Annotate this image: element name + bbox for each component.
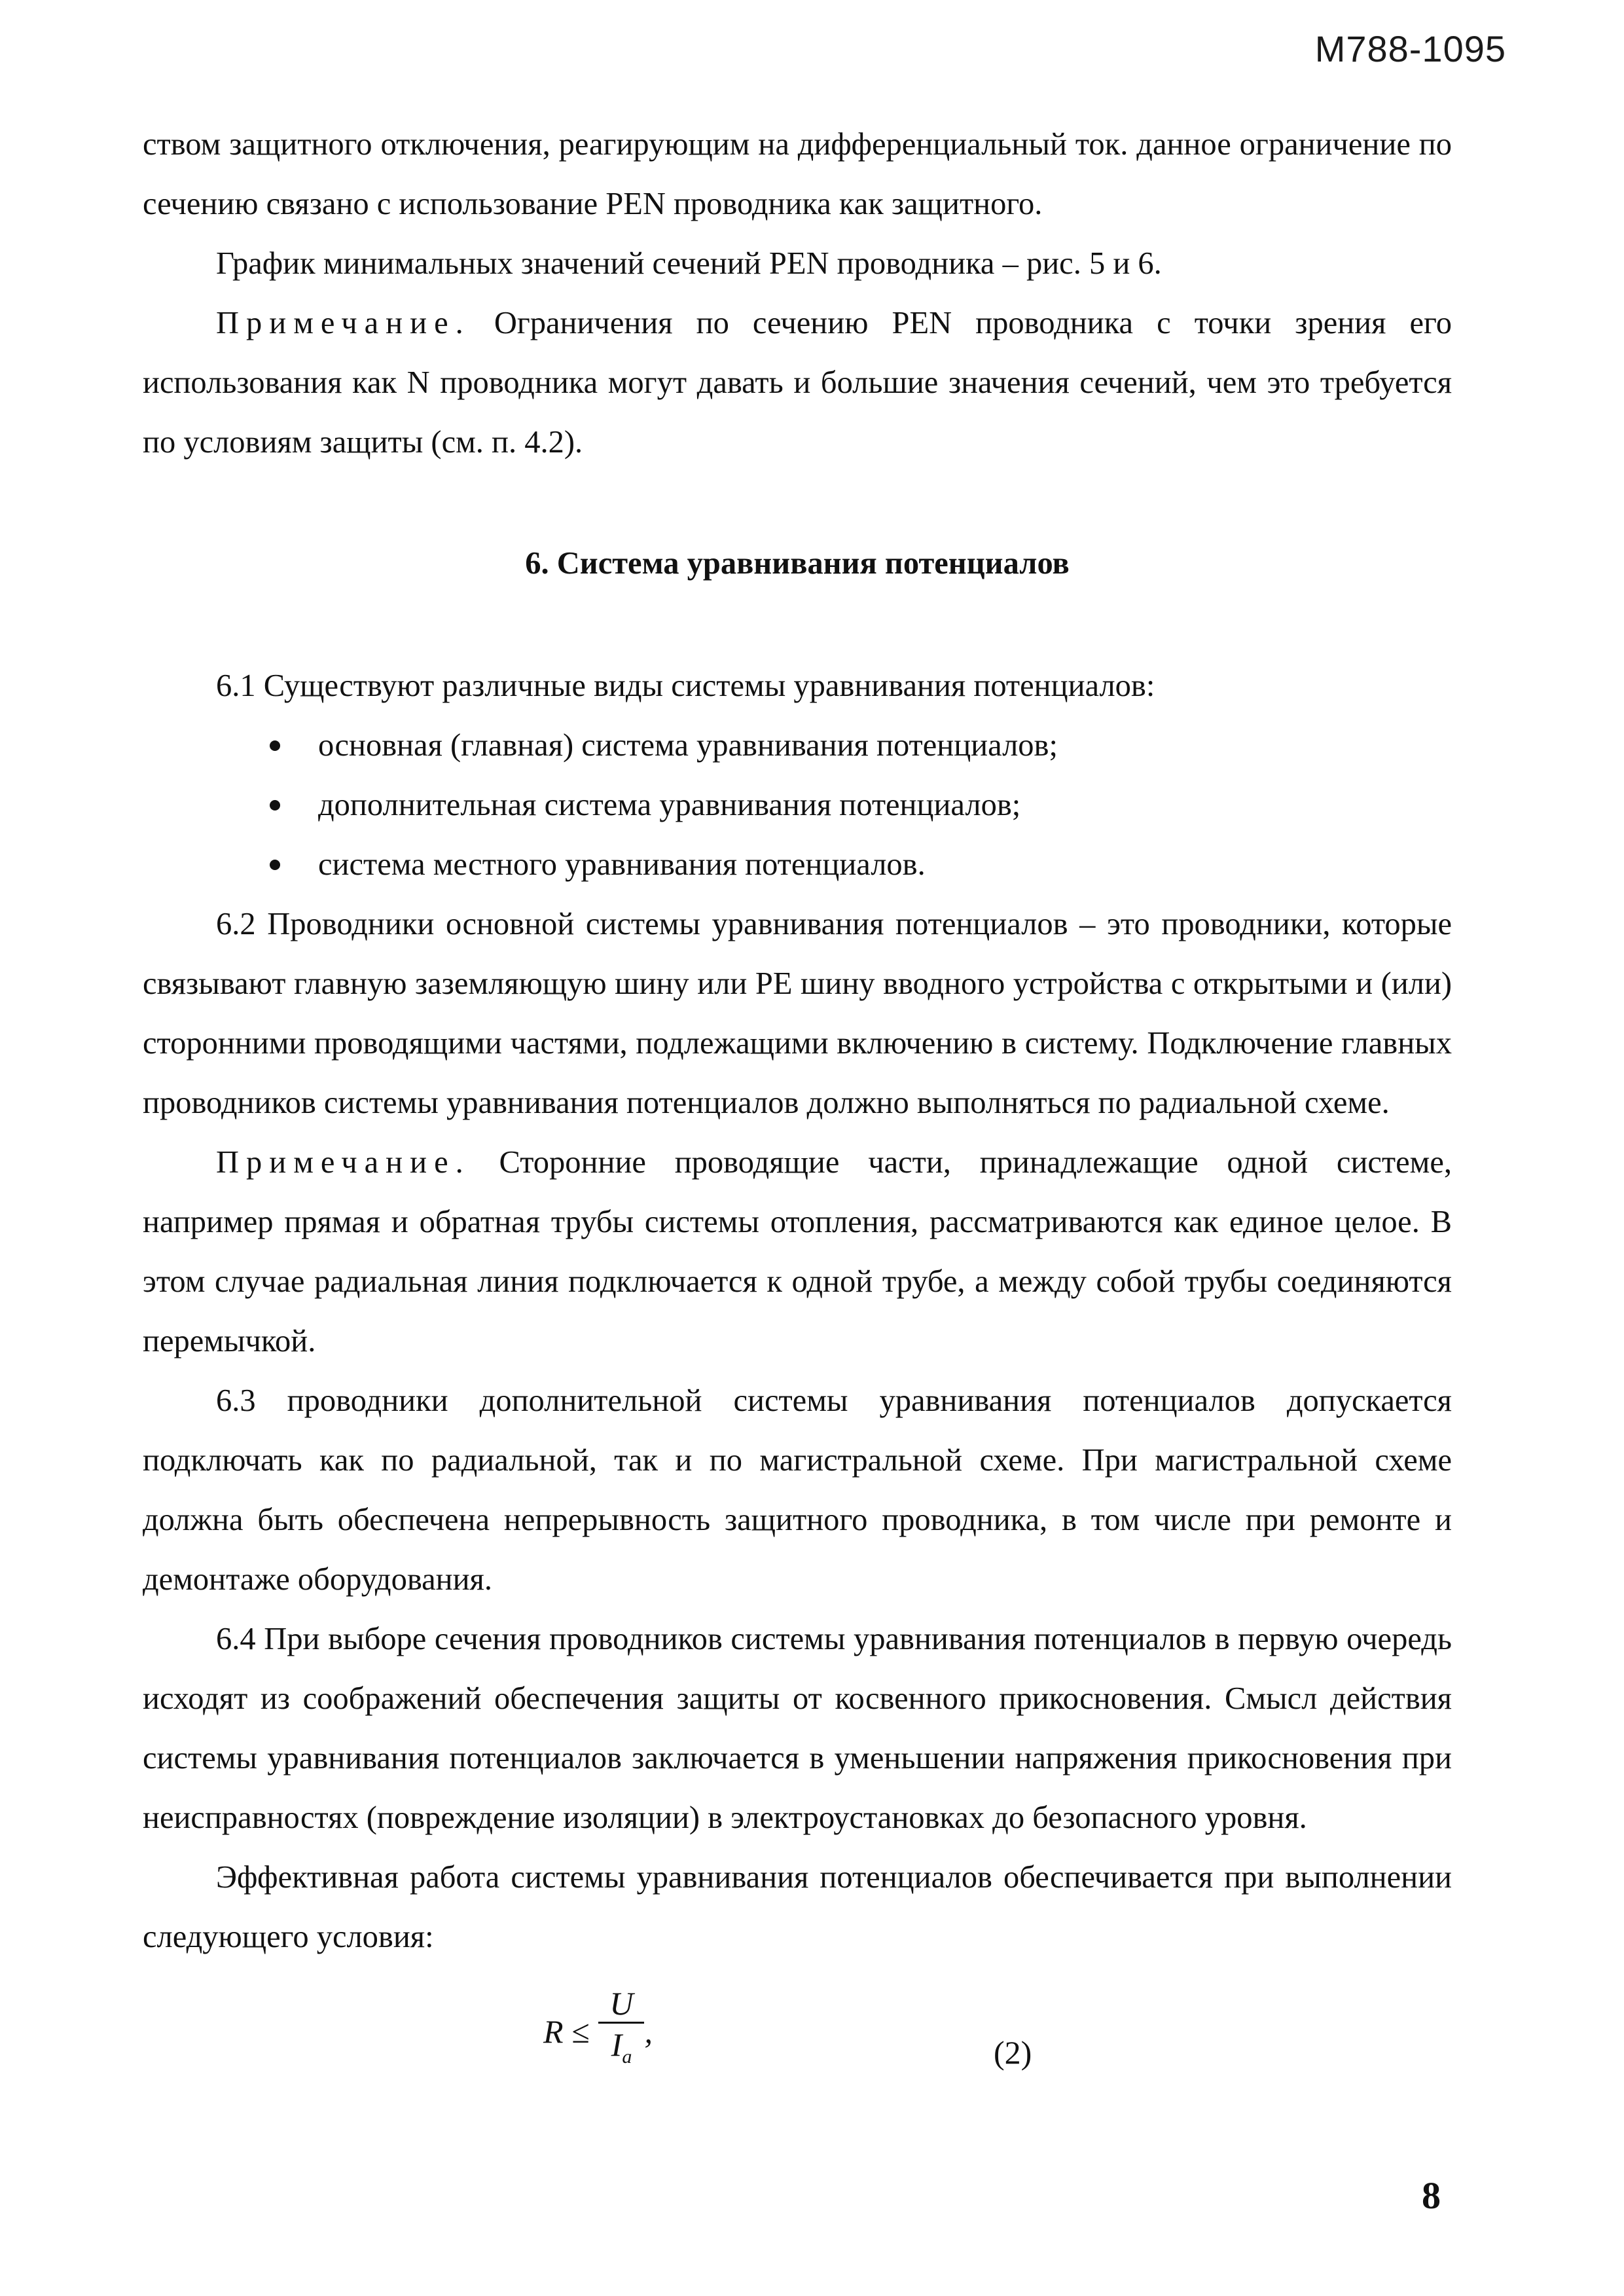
formula-numerator: U (609, 1985, 634, 2022)
paragraph-condition: Эффективная работа системы уравнивания потенциалов обеспечивается при выполнении следующего условия: (143, 1860, 1452, 1954)
note-text: Ограничения по сечению PEN проводника с точки зрения его использования как N проводника могут давать и большие значения сечений, чем это требуется по условиям защиты (см. п. 4.2). (143, 306, 1452, 460)
paragraph-6-1: 6.1 Существуют различные виды системы уравнивания потенциалов: (216, 668, 1155, 703)
section-title: 6. Система уравнивания потенциалов (525, 546, 1070, 581)
list-item: дополнительная система уравнивания потенциалов; (143, 775, 1452, 835)
formula-denominator: $I_a$ (611, 2026, 632, 2068)
paragraph-6-3: 6.3 проводники дополнительной системы уравнивания потенциалов допускается подключать как по радиальной, так и по магистральной схеме. При магистральной схеме должна быть обеспечена непрерывность защитного проводника, в том числе при ремонте и демонтаже оборудования. (143, 1383, 1452, 1597)
document-id: М788-1095 (1314, 28, 1506, 69)
formula-fraction (598, 1985, 644, 2078)
page-number: 8 (1422, 2174, 1441, 2217)
formula-number: (2) (994, 2034, 1032, 2071)
formula (543, 1985, 653, 2078)
paragraph-continuation: ством защитного отключения, реагирующим на дифференциальный ток. данное ограничение по сечению связано с использование PEN проводника как защитного. (143, 127, 1452, 221)
page-content (143, 115, 1452, 2123)
paragraph-graph-reference: График минимальных значений сечений PEN проводника – рис. 5 и 6. (216, 246, 1162, 281)
note-label: Примечание. (216, 306, 471, 340)
formula-lhs: R ≤ (543, 2013, 590, 2050)
note-radial-connection (143, 1133, 1452, 1371)
formula-block (143, 1972, 1452, 2123)
bullet-list (143, 716, 1452, 894)
paragraph-6-4: 6.4 При выборе сечения проводников системы уравнивания потенциалов в первую очередь исходят из соображений обеспечения защиты от косвенного прикосновения. Смысл действия системы уравнивания потенциалов заключается в уменьшении напряжения прикосновения при неисправностях (повреждение изоляции) в электроустановках до безопасного уровня. (143, 1622, 1452, 1835)
note-label: Примечание. (216, 1145, 471, 1180)
list-item: система местного уравнивания потенциалов. (143, 835, 1452, 894)
paragraph-6-2: 6.2 Проводники основной системы уравнивания потенциалов – это проводники, которые связывают главную заземляющую шину или РЕ шину вводного устройства с открытыми и (или) сторонними проводящими частями, подлежащими включению в систему. Подключение главных проводников системы уравнивания потенциалов должно выполняться по радиальной схеме. (143, 907, 1452, 1120)
formula-comma: , (644, 2013, 653, 2050)
note-pen-section (143, 293, 1452, 472)
bullet-icon (270, 800, 280, 811)
bullet-icon (270, 740, 280, 751)
note-text: Сторонние проводящие части, принадлежащие одной системе, например прямая и обратная трубы системы отопления, рассматриваются как единое целое. В этом случае радиальная линия подключается к одной трубе, а между собой трубы соединяются перемычкой. (143, 1145, 1452, 1358)
bullet-icon (270, 860, 280, 870)
list-item: основная (главная) система уравнивания потенциалов; (143, 716, 1452, 775)
